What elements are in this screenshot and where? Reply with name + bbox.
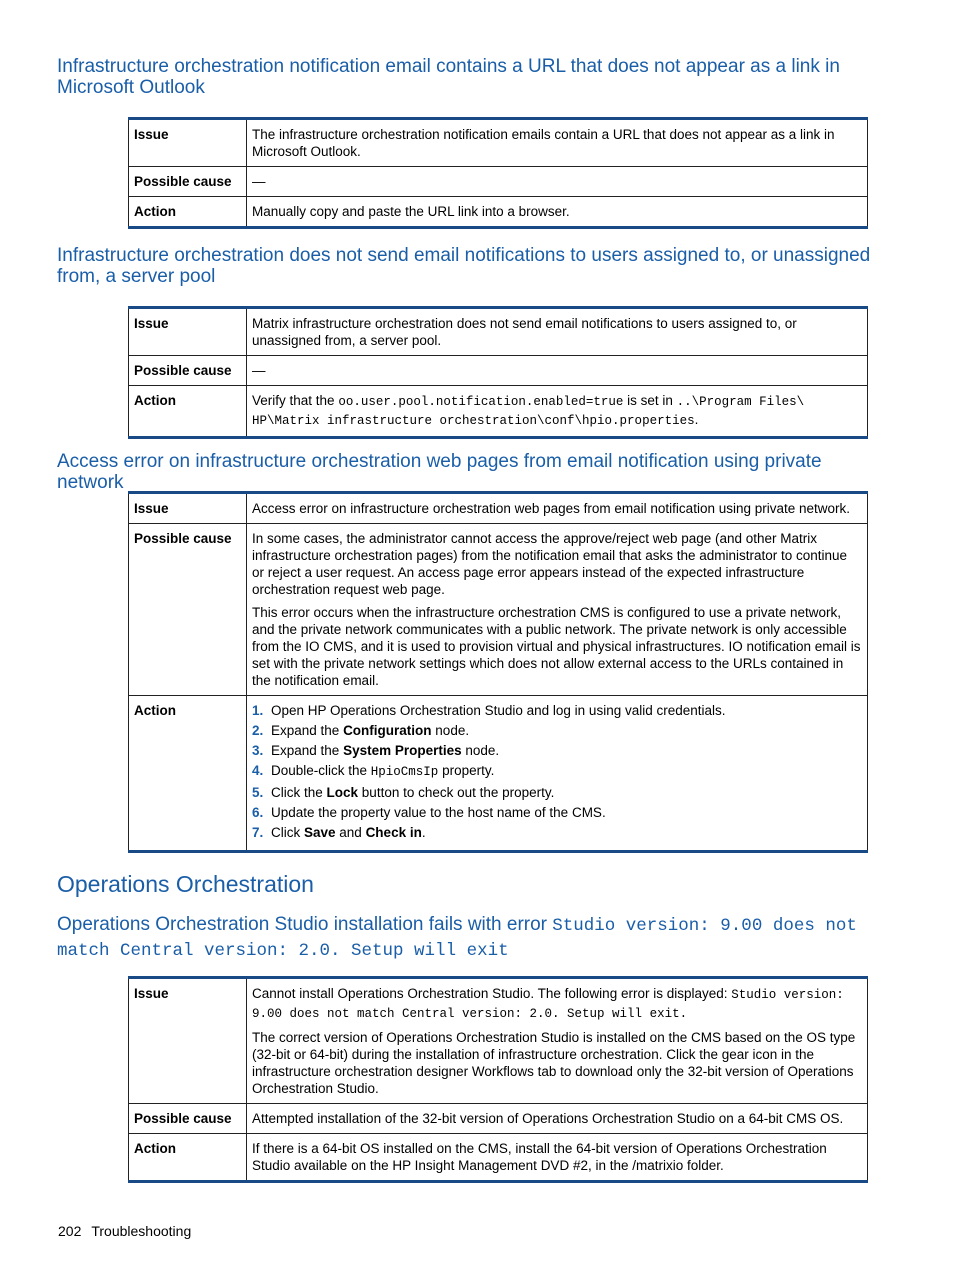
row-value-possible-cause: — bbox=[247, 167, 868, 197]
action-text: is set in bbox=[623, 393, 677, 408]
troubleshooting-table-oo-studio bbox=[128, 976, 868, 1183]
table-row bbox=[129, 524, 868, 696]
row-label-issue: Issue bbox=[129, 308, 247, 356]
row-value-issue: Access error on infrastructure orchestration web pages from email notification using private network. bbox=[247, 493, 868, 524]
list-item: 5. Click the Lock button to check out the property. bbox=[252, 785, 555, 800]
section-heading-outlook-url: Infrastructure orchestration notification email contains a URL that does not appear as a link in Microsoft Outlook bbox=[57, 56, 840, 98]
page-number: 202 bbox=[58, 1223, 82, 1239]
row-value-possible-cause: — bbox=[247, 356, 868, 386]
table-row bbox=[129, 696, 868, 852]
row-value-action: If there is a 64-bit OS installed on the CMS, install the 64-bit version of Operations Orchestration Studio available on the HP Insight Management DVD #2, in the /matrixio folder. bbox=[247, 1134, 868, 1182]
row-label-issue: Issue bbox=[129, 119, 247, 167]
row-value-action bbox=[247, 696, 868, 852]
section-heading-oo-studio: Operations Orchestration Studio installation fails with error Studio version: 9.00 does not match Central version: 2.0. Setup will exit bbox=[57, 914, 857, 961]
row-label-action: Action bbox=[129, 1134, 247, 1182]
issue-paragraph: The correct version of Operations Orchestration Studio is installed on the CMS based on the OS type (32-bit or 64-bit) during the installation of infrastructure orchestration. Click the gear icon in the infrastructure orchestration designer Workflows tab to download only the 32-bit version of Operations Orchestration Studio. bbox=[252, 1030, 856, 1096]
section-heading-server-pool: Infrastructure orchestration does not send email notifications to users assigned to, or unassigned from, a server pool bbox=[57, 245, 871, 287]
table-row bbox=[129, 356, 868, 386]
list-item: 6. Update the property value to the host name of the CMS. bbox=[252, 805, 606, 820]
row-label-issue: Issue bbox=[129, 978, 247, 1104]
issue-paragraph: Cannot install Operations Orchestration Studio. The following error is displayed: Studio version: 9.00 does not match Central version: 2.0. Setup will exit. bbox=[252, 986, 844, 1021]
action-text: . bbox=[694, 412, 699, 427]
row-value-issue: The infrastructure orchestration notification emails contain a URL that does not appear as a link in Microsoft Outlook. bbox=[247, 119, 868, 167]
row-label-possible-cause: Possible cause bbox=[129, 167, 247, 197]
list-item: 7. Click Save and Check in. bbox=[252, 825, 426, 840]
file-path-code: ..\Program Files\ HP\Matrix infrastructure orchestration\conf\hpio.properties bbox=[252, 395, 805, 428]
row-value-action: Manually copy and paste the URL link into a browser. bbox=[247, 197, 868, 228]
action-text: Verify that the bbox=[252, 393, 339, 408]
list-item: 4. Double-click the HpioCmsIp property. bbox=[252, 763, 495, 779]
troubleshooting-table-outlook-url bbox=[128, 117, 868, 229]
row-value-possible-cause: Attempted installation of the 32-bit version of Operations Orchestration Studio on a 64-bit CMS OS. bbox=[247, 1104, 868, 1134]
table-row bbox=[129, 308, 868, 356]
row-label-action: Action bbox=[129, 386, 247, 438]
table-row bbox=[129, 1104, 868, 1134]
cause-paragraph: This error occurs when the infrastructure orchestration CMS is configured to use a private network, and the private network communicates with a public network. The private network is only accessible from the IO CMS, and it is used to provision virtual and physical infrastructures. IO notification email is set with the private network settings which does not allow external access to the URLs contained in the notification email. bbox=[252, 605, 861, 688]
troubleshooting-table-server-pool bbox=[128, 306, 868, 439]
row-label-action: Action bbox=[129, 197, 247, 228]
row-label-issue: Issue bbox=[129, 493, 247, 524]
table-row bbox=[129, 386, 868, 438]
row-label-possible-cause: Possible cause bbox=[129, 524, 247, 696]
property-code: oo.user.pool.notification.enabled=true bbox=[338, 395, 624, 409]
chapter-heading: Operations Orchestration bbox=[57, 871, 314, 897]
row-value-issue bbox=[247, 978, 868, 1104]
list-item: 2. Expand the Configuration node. bbox=[252, 723, 470, 738]
row-value-possible-cause bbox=[247, 524, 868, 696]
cause-paragraph: In some cases, the administrator cannot access the approve/reject web page (and other Matrix infrastructure orchestration pages) from the notification email that asks the administrator to continue or reject a user request. An access page error appears instead of the expected infrastructure orchestration request web page. bbox=[252, 531, 848, 597]
table-row bbox=[129, 119, 868, 167]
row-label-possible-cause: Possible cause bbox=[129, 1104, 247, 1134]
list-item: 1. Open HP Operations Orchestration Studio and log in using valid credentials. bbox=[252, 703, 726, 718]
page-footer bbox=[58, 1223, 201, 1239]
list-item: 3. Expand the System Properties node. bbox=[252, 743, 500, 758]
table-row bbox=[129, 197, 868, 228]
footer-chapter-name: Troubleshooting bbox=[91, 1223, 192, 1239]
table-row bbox=[129, 167, 868, 197]
action-steps-list bbox=[252, 702, 862, 841]
table-row bbox=[129, 978, 868, 1104]
row-value-action bbox=[247, 386, 868, 438]
table-row bbox=[129, 1134, 868, 1182]
table-row bbox=[129, 493, 868, 524]
troubleshooting-table-access-error bbox=[128, 491, 868, 853]
row-label-possible-cause: Possible cause bbox=[129, 356, 247, 386]
row-value-issue: Matrix infrastructure orchestration does not send email notifications to users assigned to, or unassigned from, a server pool. bbox=[247, 308, 868, 356]
row-label-action: Action bbox=[129, 696, 247, 852]
section-heading-access-error: Access error on infrastructure orchestration web pages from email notification using private network bbox=[57, 451, 822, 493]
